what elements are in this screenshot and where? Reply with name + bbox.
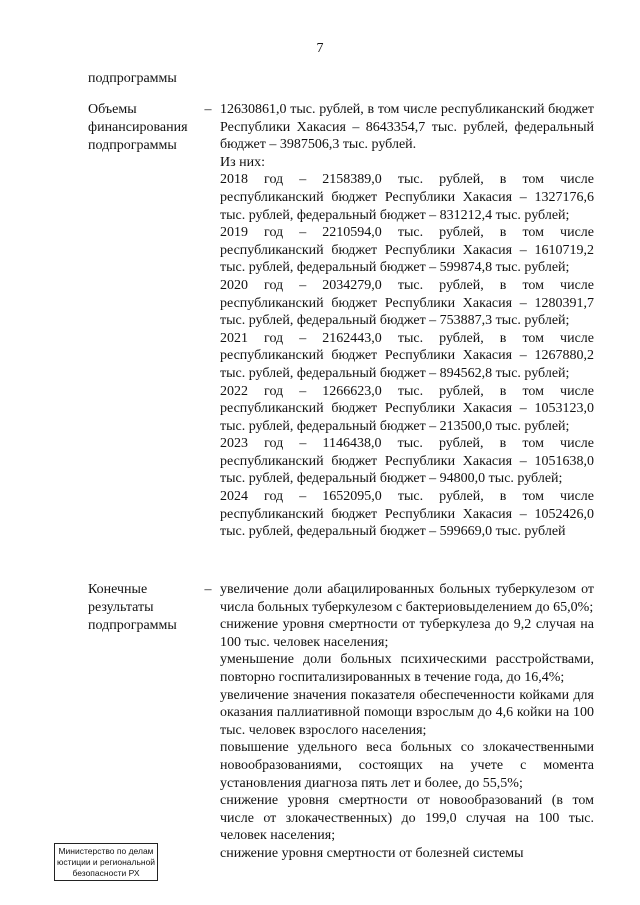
results-label-line: результаты — [88, 600, 154, 615]
results-paragraph: снижение уровня смертности от новообразований (в том числе от злокачественных) до 199,0 случая на 100 тыс. человек населения; — [220, 793, 594, 844]
stamp-line: Министерство по делам — [58, 846, 154, 856]
financing-label-line: финансирования — [88, 120, 188, 135]
financing-paragraph: 2024 год – 1652095,0 тыс. рублей, в том числе республиканский бюджет Республики Хакасия – 1052426,0 тыс. рублей, федеральный бюджет – 599669,0 тыс. рублей — [220, 489, 594, 540]
financing-paragraph: 2022 год – 1266623,0 тыс. рублей, в том числе республиканский бюджет Республики Хакасия – 1053123,0 тыс. рублей, федеральный бюджет – 213500,0 тыс. рублей; — [220, 383, 594, 434]
financing-paragraph: Из них: — [220, 154, 266, 170]
results-paragraph: уменьшение доли больных психическими расстройствами, повторно госпитализированных в течение года, до 16,4%; — [220, 652, 594, 685]
ministry-stamp — [54, 843, 158, 881]
results-paragraph: повышение удельного веса больных со злокачественными новообразованиями, состоящих на учете с момента установления диагноза пять лет и более, до 55,5%; — [220, 740, 594, 791]
results-label-line: Конечные — [88, 582, 148, 597]
financing-body — [220, 101, 594, 541]
results-paragraph: снижение уровня смертности от болезней системы — [220, 845, 524, 861]
financing-paragraph: 2021 год – 2162443,0 тыс. рублей, в том числе республиканский бюджет Республики Хакасия – 1267880,2 тыс. рублей, федеральный бюджет – 894562,8 тыс. рублей; — [220, 330, 594, 381]
stamp-line: безопасности РХ — [72, 868, 140, 878]
financing-paragraph: 2018 год – 2158389,0 тыс. рублей, в том числе республиканский бюджет Республики Хакасия – 1327176,6 тыс. рублей, федеральный бюджет – 831212,4 тыс. рублей; — [220, 172, 594, 223]
financing-paragraph: 2019 год – 2210594,0 тыс. рублей, в том числе республиканский бюджет Республики Хакасия – 1610719,2 тыс. рублей, федеральный бюджет – 599874,8 тыс. рублей; — [220, 225, 594, 276]
results-body — [220, 581, 594, 863]
financing-paragraph: 2023 год – 1146438,0 тыс. рублей, в том числе республиканский бюджет Республики Хакасия – 1051638,0 тыс. рублей, федеральный бюджет – 94800,0 тыс. рублей; — [220, 436, 594, 487]
results-paragraph: снижение уровня смертности от туберкулеза до 9,2 случая на 100 тыс. человек населения; — [220, 617, 594, 650]
page-number: 7 — [316, 41, 324, 56]
results-label — [88, 581, 198, 635]
results-dash: – — [204, 582, 212, 597]
financing-paragraph: 2020 год – 2034279,0 тыс. рублей, в том числе республиканский бюджет Республики Хакасия – 1280391,7 тыс. рублей, федеральный бюджет – 753887,3 тыс. рублей; — [220, 277, 594, 329]
financing-dash: – — [204, 102, 212, 117]
stamp-line: юстиции и региональной — [56, 857, 156, 867]
results-paragraph: увеличение значения показателя обеспеченности койками для оказания паллиативной помощи взрослым до 4,6 койки на 100 тыс. человек взрослого населения; — [220, 687, 594, 738]
results-paragraph: увеличение доли абацилированных больных туберкулезом от числа больных туберкулезом с бактериовыделением до 65,0%; — [220, 582, 594, 615]
carry-over-text: подпрограммы — [88, 71, 177, 86]
financing-paragraph: 12630861,0 тыс. рублей, в том числе республиканский бюджет Республики Хакасия – 8643354,7 тыс. рублей, федеральный бюджет – 3987506,3 тыс. рублей. — [220, 102, 594, 153]
financing-label — [88, 101, 198, 155]
financing-label-line: Объемы — [88, 102, 137, 117]
financing-label-line: подпрограммы — [88, 138, 177, 153]
results-label-line: подпрограммы — [88, 618, 177, 633]
